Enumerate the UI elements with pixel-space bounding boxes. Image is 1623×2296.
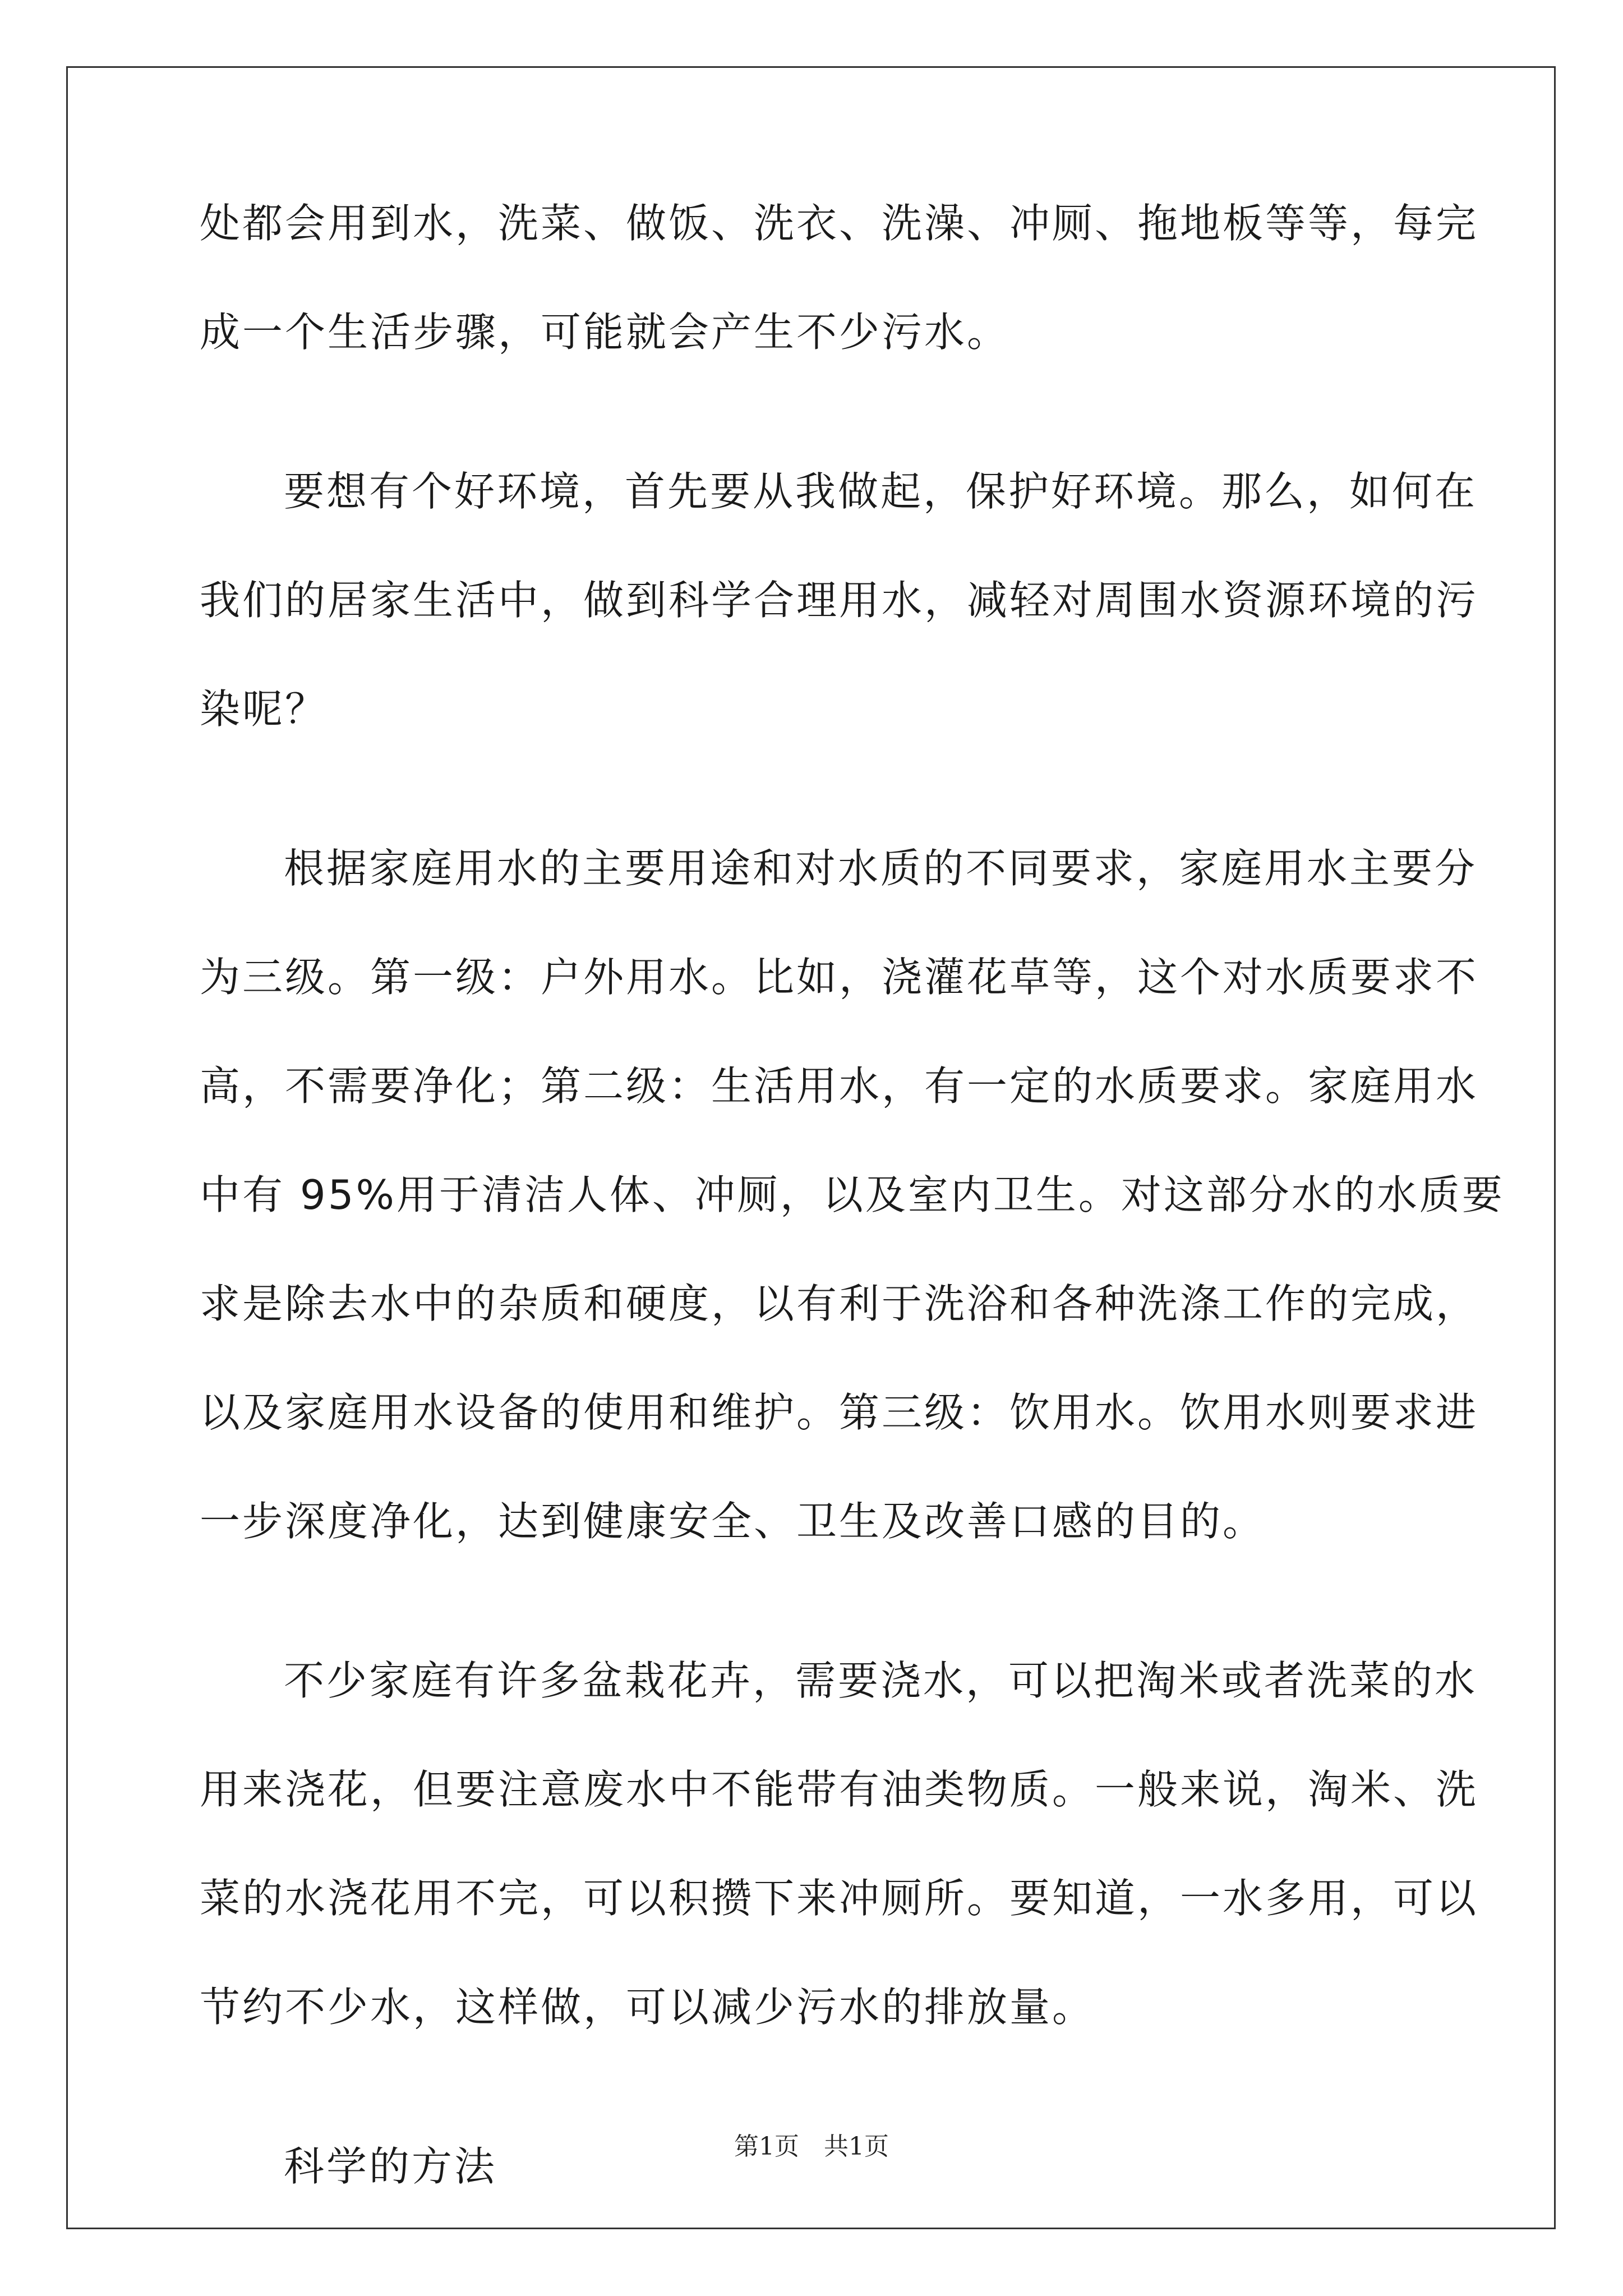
text-line: 以及家庭用水设备的使用和维护。第三级：饮用水。饮用水则要求进 (200, 1389, 1479, 1436)
text-line: 为三级。第一级：户外用水。比如，浇灌花草等，这个对水质要求不 (200, 954, 1479, 1001)
text-line: 成一个生活步骤，可能就会产生不少污水。 (200, 309, 1010, 356)
text-line: 高，不需要净化；第二级：生活用水，有一定的水质要求。家庭用水 (200, 1062, 1479, 1110)
text-line: 要想有个好环境，首先要从我做起，保护好环境。那么，如何在 (284, 468, 1478, 515)
text-line: 不少家庭有许多盆栽花卉，需要浇水，可以把淘米或者洗菜的水 (284, 1657, 1478, 1704)
text-line: 用来浇花，但要注意废水中不能带有油类物质。一般来说，淘米、洗 (200, 1766, 1479, 1813)
page-footer (0, 2126, 1623, 2162)
text-line: 节约不少水，这样做，可以减少污水的排放量。 (200, 1984, 1095, 2031)
text-line: 菜的水浇花用不完，可以积攒下来冲厕所。要知道，一水多用，可以 (200, 1875, 1479, 1922)
text-line: 中有 95%用于清洁人体、冲厕，以及室内卫生。对这部分水的水质要 (200, 1171, 1505, 1218)
document-body (200, 196, 1505, 2248)
text-line: 染呢？ (200, 685, 328, 733)
page-number-label: 第1页 共1页 (734, 2132, 889, 2161)
text-line: 一步深度净化，达到健康安全、卫生及改善口感的目的。 (200, 1498, 1266, 1545)
text-line: 根据家庭用水的主要用途和对水质的不同要求，家庭用水主要分 (284, 845, 1478, 892)
text-line: 我们的居家生活中，做到科学合理用水，减轻对周围水资源环境的污 (200, 577, 1479, 624)
text-line: 求是除去水中的杂质和硬度，以有利于洗浴和各种洗涤工作的完成， (200, 1280, 1479, 1327)
text-line: 科学的方法 (284, 2143, 497, 2190)
text-line: 处都会用到水，洗菜、做饭、洗衣、洗澡、冲厕、拖地板等等，每完 (200, 200, 1479, 247)
